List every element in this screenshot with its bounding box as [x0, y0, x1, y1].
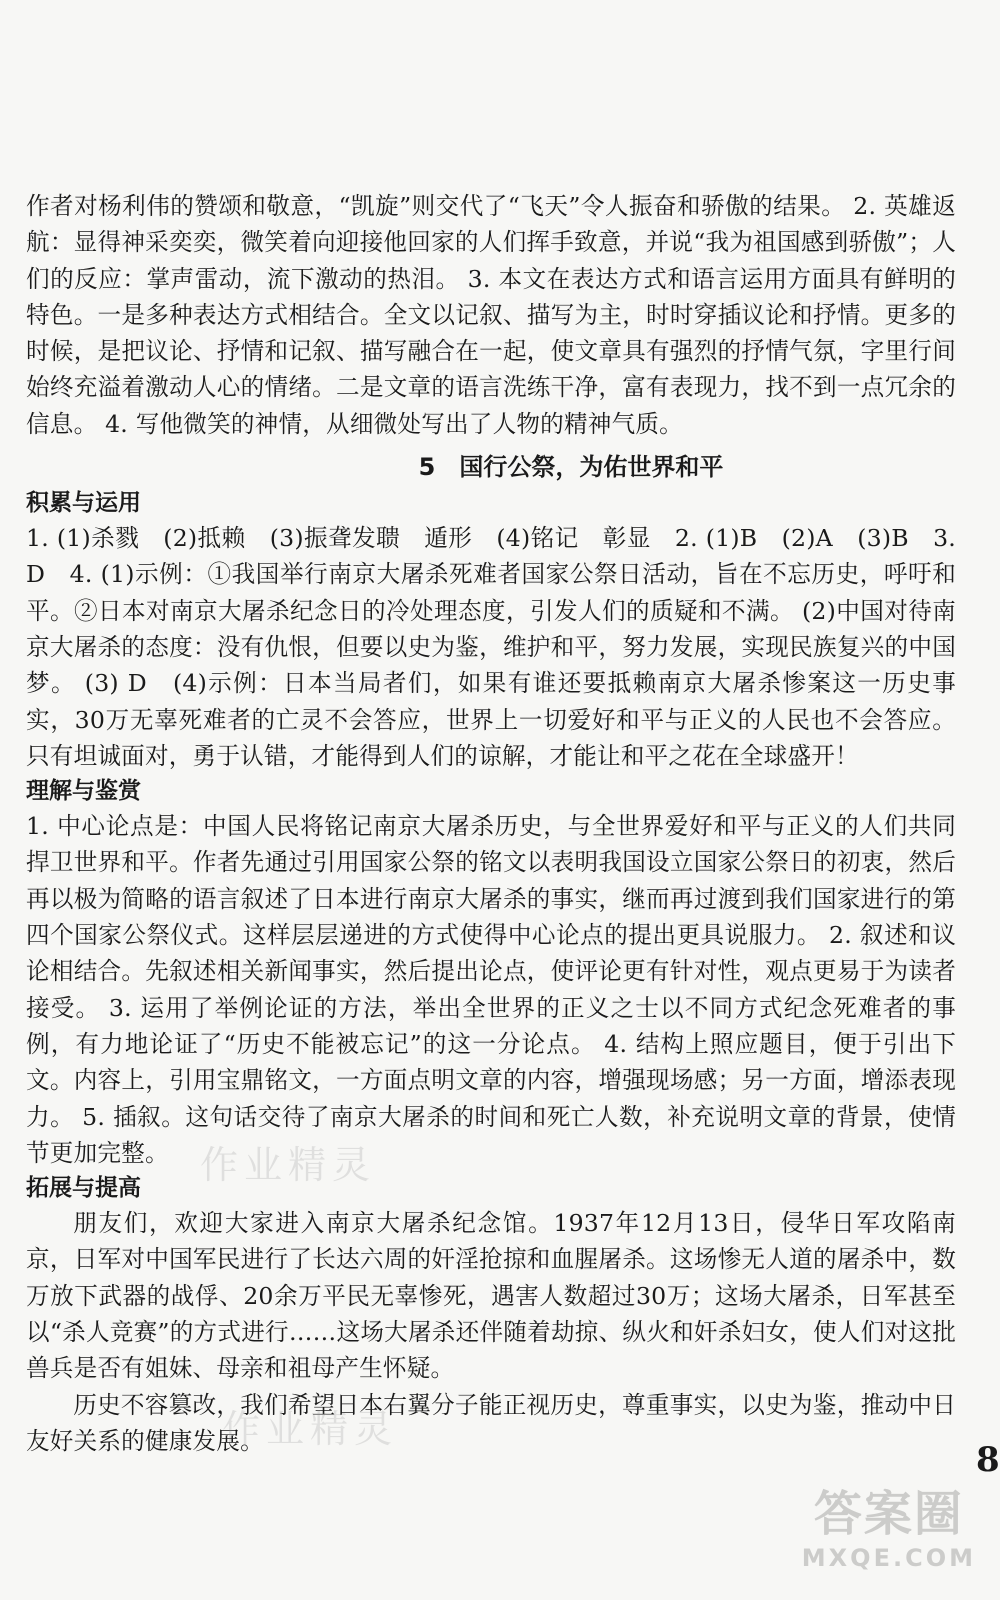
- page-content: [26, 188, 956, 1459]
- watermark: 作业精灵: [200, 1143, 377, 1187]
- section-text-accumulation: 1. (1)杀戮 (2)抵赖 (3)振聋发聩 遁形 (4)铭记 彰显 2. (1)B (2)A (3)B 3. D 4. (1)示例：①我国举行南京大屠杀死难者国家公祭日活动，旨在不忘历史，呼吁和平。②日本对南京大屠杀纪念日的冷处理态度，引发人们的质疑和不满。 (2)中国对待南京大屠杀的态度：没有仇恨，但要以史为鉴，维护和平，努力发展，实现民族复兴的中国梦。 (3) D (4)示例：日本当局者们，如果有谁还要抵赖南京大屠杀惨案这一历史事实，30万无辜死难者的亡灵不会答应，世界上一切爱好和平与正义的人民也不会答应。只有坦诚面对，勇于认错，才能得到人们的谅解，才能让和平之花在全球盛开！: [26, 524, 956, 770]
- section-heading-accumulation: 积累与运用: [26, 490, 141, 517]
- section-text-understanding: 1. 中心论点是：中国人民将铭记南京大屠杀历史，与全世界爱好和平与正义的人们共同捍卫世界和平。作者先通过引用国家公祭的铭文以表明我国设立国家公祭日的初衷，然后再以极为简略的语言叙述了日本进行南京大屠杀的事实，继而再过渡到我们国家进行的第四个国家公祭仪式。这样层层递进的方式使得中心论点的提出更具说服力。 2. 叙述和议论相结合。先叙述相关新闻事实，然后提出论点，使评论更有针对性，观点更易于为读者接受。 3. 运用了举例论证的方法，举出全世界的正义之士以不同方式纪念死难者的事例，有力地论证了“历史不能被忘记”的这一分论点。 4. 结构上照应题目，便于引出下文。内容上，引用宝鼎铭文，一方面点明文章的内容，增强现场感；另一方面，增添表现力。 5. 插叙。这句话交待了南京大屠杀的时间和死亡人数，补充说明文章的背景，使情节更加完整。: [26, 812, 956, 1167]
- lesson-title: 5 国行公祭，为佑世界和平: [418, 453, 724, 482]
- page-number: 8: [976, 1440, 1000, 1480]
- top-paragraph: 作者对杨利伟的赞颂和敬意，“凯旋”则交代了“飞天”令人振奋和骄傲的结果。 2. 英雄返航：显得神采奕奕，微笑着向迎接他回家的人们挥手致意，并说“我为祖国感到骄傲”；人们的反应：掌声雷动，流下激动的热泪。 3. 本文在表达方式和语言运用方面具有鲜明的特色。一是多种表达方式相结合。全文以记叙、描写为主，时时穿插议论和抒情。更多的时候，是把议论、抒情和记叙、描写融合在一起，使文章具有强烈的抒情气氛，字里行间始终充溢着激动人心的情绪。二是文章的语言洗练干净，富有表现力，找不到一点冗余的信息。 4. 写他微笑的神情，从细微处写出了人物的精神气质。: [26, 192, 956, 438]
- logo-text-cn: 答案圈: [813, 1486, 964, 1542]
- section-heading-understanding: 理解与鉴赏: [26, 778, 141, 805]
- section-heading-extension: 拓展与提高: [26, 1175, 141, 1202]
- logo-text-en: MXQE.COM: [801, 1544, 976, 1572]
- section-text-extension-p2: 历史不容篡改，我们希望日本右翼分子能正视历史，尊重事实，以史为鉴，推动中日友好关系的健康发展。: [26, 1390, 956, 1455]
- section-text-extension-p1: 朋友们，欢迎大家进入南京大屠杀纪念馆。1937年12月13日，侵华日军攻陷南京，日军对中国军民进行了长达六周的奸淫抢掠和血腥屠杀。这场惨无人道的屠杀中，数万放下武器的战俘、20余万平民无辜惨死，遇害人数超过30万；这场大屠杀，日军甚至以“杀人竞赛”的方式进行……这场大屠杀还伴随着劫掠、纵火和奸杀妇女，使人们对这批兽兵是否有姐妹、母亲和祖母产生怀疑。: [26, 1209, 956, 1383]
- site-logo: [802, 1475, 976, 1572]
- watermark: 作业精灵: [222, 1407, 399, 1451]
